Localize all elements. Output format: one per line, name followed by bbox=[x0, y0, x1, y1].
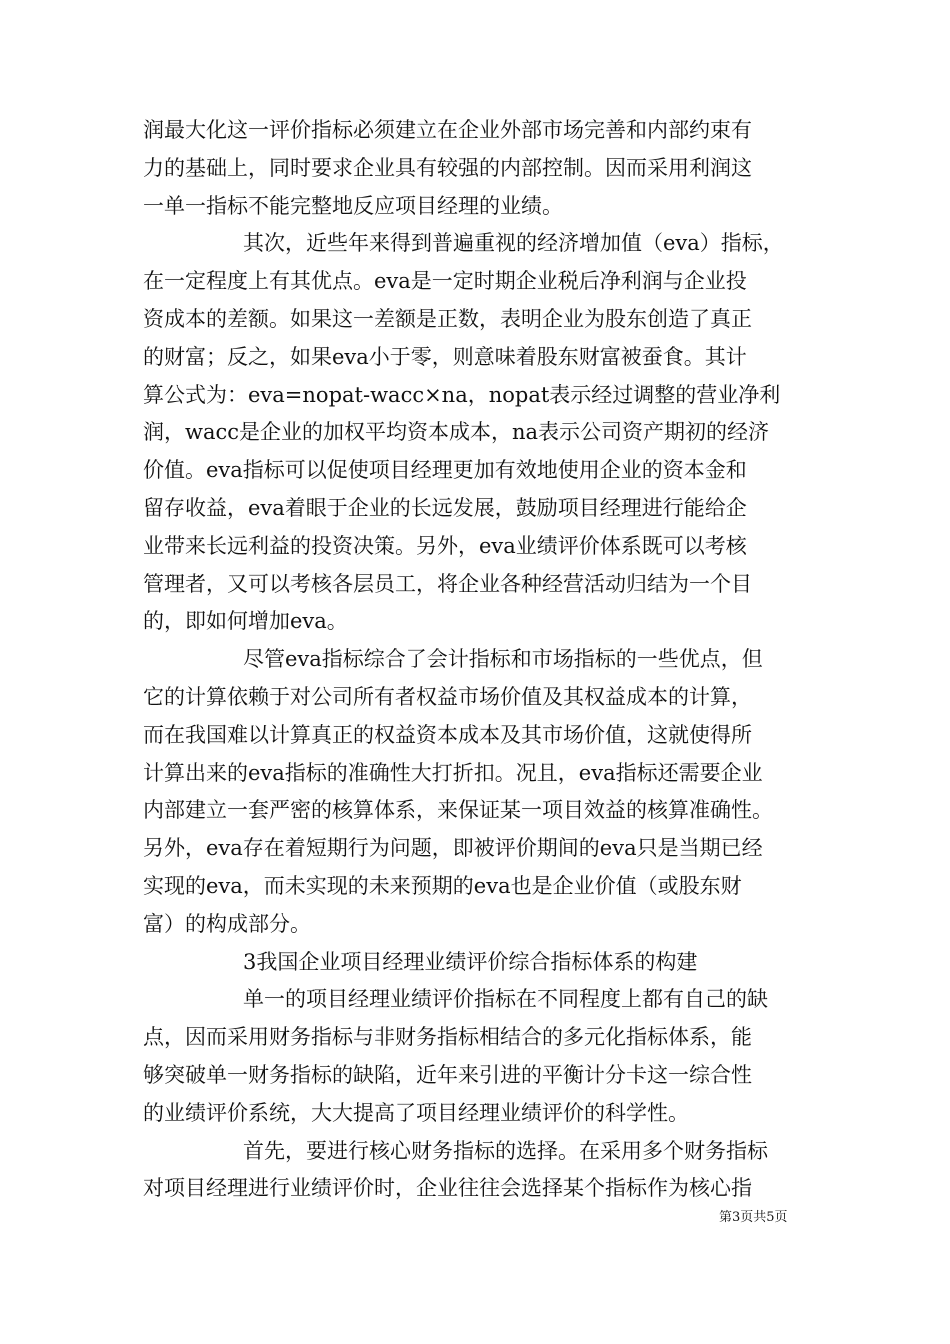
text-line: 润，wacc是企业的加权平均资本成本，na表示公司资产期初的经济 bbox=[143, 420, 770, 445]
text-line: 而在我国难以计算真正的权益资本成本及其市场价值，这就使得所 bbox=[143, 722, 752, 747]
text-line: 够突破单一财务指标的缺陷，近年来引进的平衡计分卡这一综合性 bbox=[143, 1062, 752, 1087]
text-line: 实现的eva，而未实现的未来预期的eva也是企业价值（或股东财 bbox=[143, 873, 742, 898]
text-line: 资成本的差额。如果这一差额是正数，表明企业为股东创造了真正 bbox=[143, 306, 752, 331]
text-line: 点，因而采用财务指标与非财务指标相结合的多元化指标体系，能 bbox=[143, 1025, 752, 1050]
text-line: 留存收益，eva着眼于企业的长远发展，鼓励项目经理进行能给企 bbox=[143, 495, 747, 520]
text-line: 在一定程度上有其优点。eva是一定时期企业税后净利润与企业投 bbox=[143, 269, 747, 294]
text-line: 另外，eva存在着短期行为问题，即被评价期间的eva只是当期已经 bbox=[143, 836, 763, 861]
text-line: 内部建立一套严密的核算体系，来保证某一项目效益的核算准确性。 bbox=[143, 798, 773, 823]
text-line: 富）的构成部分。 bbox=[143, 911, 311, 936]
text-line: 管理者，又可以考核各层员工，将企业各种经营活动归结为一个目 bbox=[143, 571, 752, 596]
text-line: 业带来长远利益的投资决策。另外，eva业绩评价体系既可以考核 bbox=[143, 533, 747, 558]
text-line: 的业绩评价系统，大大提高了项目经理业绩评价的科学性。 bbox=[143, 1100, 689, 1125]
text-line: 力的基础上，同时要求企业具有较强的内部控制。因而采用利润这 bbox=[143, 155, 752, 180]
text-line: 计算出来的eva指标的准确性大打折扣。况且，eva指标还需要企业 bbox=[143, 760, 763, 785]
text-line: 3我国企业项目经理业绩评价综合指标体系的构建 bbox=[243, 949, 698, 974]
text-line: 对项目经理进行业绩评价时，企业往往会选择某个指标作为核心指 bbox=[143, 1176, 752, 1201]
text-line: 润最大化这一评价指标必须建立在企业外部市场完善和内部约束有 bbox=[143, 118, 752, 142]
text-line: 的，即如何增加eva。 bbox=[143, 609, 348, 634]
text-line: 价值。eva指标可以促使项目经理更加有效地使用企业的资本金和 bbox=[143, 458, 747, 483]
text-line: 它的计算依赖于对公司所有者权益市场价值及其权益成本的计算， bbox=[143, 684, 752, 709]
text-line: 其次，近些年来得到普遍重视的经济增加值（eva）指标， bbox=[243, 231, 784, 256]
document-body bbox=[143, 112, 809, 1208]
text-line: 一单一指标不能完整地反应项目经理的业绩。 bbox=[143, 193, 563, 218]
page-footer: 第3页共5页 bbox=[719, 1210, 788, 1225]
text-line: 尽管eva指标综合了会计指标和市场指标的一些优点，但 bbox=[243, 647, 763, 672]
text-line: 首先，要进行核心财务指标的选择。在采用多个财务指标 bbox=[243, 1138, 768, 1163]
text-line: 算公式为：eva=nopat-wacc×na，nopat表示经过调整的营业净利 bbox=[143, 382, 781, 407]
text-line: 的财富；反之，如果eva小于零，则意味着股东财富被蚕食。其计 bbox=[143, 344, 747, 369]
text-line: 单一的项目经理业绩评价指标在不同程度上都有自己的缺 bbox=[243, 987, 768, 1012]
